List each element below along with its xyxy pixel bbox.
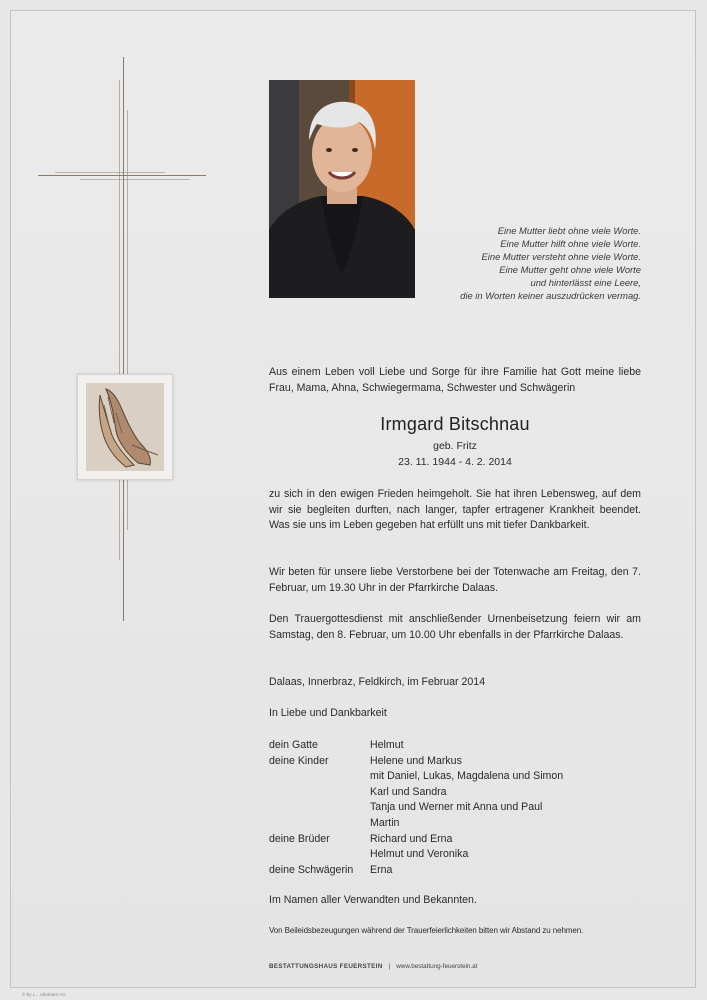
funeral-paragraph: Den Trauergottesdienst mit anschließender Urnenbeisetzung feiern wir am Samstag, den 8. Februar, um 10.00 Uhr ebenfalls in der Pfarrkirche Dalaas. <box>269 613 641 641</box>
family-row <box>269 754 563 770</box>
family-row <box>269 800 563 816</box>
relation <box>269 785 370 801</box>
poem-line: die in Worten keiner auszudrücken vermag. <box>460 290 641 301</box>
condolence-note: Von Beileidsbezeugungen während der Trauerfeierlichkeiten bitten wir Abstand zu nehmen. <box>269 926 584 935</box>
poem-line: Eine Mutter versteht ohne viele Worte. <box>481 251 641 262</box>
footer <box>269 963 477 970</box>
relation <box>269 769 370 785</box>
poem <box>381 224 641 302</box>
family-names: Helene und Markus <box>370 754 462 767</box>
family-row <box>269 863 563 879</box>
relation: dein Gatte <box>269 739 318 751</box>
family-list <box>269 738 563 878</box>
praying-hands-image <box>77 374 173 480</box>
relation <box>269 847 370 863</box>
family-row <box>269 769 563 785</box>
maiden-name: geb. Fritz <box>433 440 477 452</box>
passing-paragraph: zu sich in den ewigen Frieden heimgeholt. Sie hat ihren Lebensweg, auf dem wir sie begleiten durften, nach langer, tapfer ertragener Krankheit beendet. Was sie uns im Leben gegeben hat erfüllt uns mit tiefer Dankbarkeit. <box>269 488 641 532</box>
relation: deine Brüder <box>269 832 330 845</box>
family-row <box>269 847 563 863</box>
relation <box>269 816 370 832</box>
footer-separator: | <box>388 963 391 970</box>
family-names: mit Daniel, Lukas, Magdalena und Simon <box>370 770 564 783</box>
copyright-note: © by L... Abraham AG <box>22 992 66 997</box>
family-row <box>269 816 563 832</box>
family-names: Richard und Erna <box>370 832 453 845</box>
family-names: Karl und Sandra <box>370 785 447 798</box>
family-row <box>269 738 563 754</box>
relation: deine Kinder <box>269 754 329 767</box>
poem-line: Eine Mutter geht ohne viele Worte <box>499 264 641 275</box>
intro-text: Aus einem Leben voll Liebe und Sorge für ihre Familie hat Gott meine liebe Frau, Mama, Ahna, Schwiegermama, Schwester und Schwägerin <box>269 366 641 394</box>
closing-line: Im Namen aller Verwandten und Bekannten. <box>269 894 477 906</box>
family-row <box>269 785 563 801</box>
website-link[interactable]: www.bestattung-feuerstein.at <box>396 963 478 970</box>
place-date: Dalaas, Innerbraz, Feldkirch, im Februar 2014 <box>269 676 486 688</box>
family-names: Helmut <box>370 739 404 751</box>
family-row <box>269 832 563 848</box>
poem-line: Eine Mutter hilft ohne viele Worte. <box>500 238 641 249</box>
wake-paragraph: Wir beten für unsere liebe Verstorbene bei der Totenwache am Freitag, den 7. Februar, um 19.30 Uhr in der Pfarrkirche Dalaas. <box>269 566 641 594</box>
family-names: Erna <box>370 863 393 876</box>
family-names: Martin <box>370 816 400 829</box>
family-names: Helmut und Veronika <box>370 848 469 861</box>
funeral-home-name: BESTATTUNGSHAUS FEUERSTEIN <box>269 963 383 970</box>
gratitude-line: In Liebe und Dankbarkeit <box>269 707 387 719</box>
poem-line: und hinterlässt eine Leere, <box>530 277 641 288</box>
relation: deine Schwägerin <box>269 863 354 876</box>
family-names: Tanja und Werner mit Anna und Paul <box>370 801 543 814</box>
life-dates: 23. 11. 1944 - 4. 2. 2014 <box>398 456 512 468</box>
poem-line: Eine Mutter liebt ohne viele Worte. <box>497 225 641 236</box>
deceased-name: Irmgard Bitschnau <box>380 414 530 434</box>
relation <box>269 800 370 816</box>
